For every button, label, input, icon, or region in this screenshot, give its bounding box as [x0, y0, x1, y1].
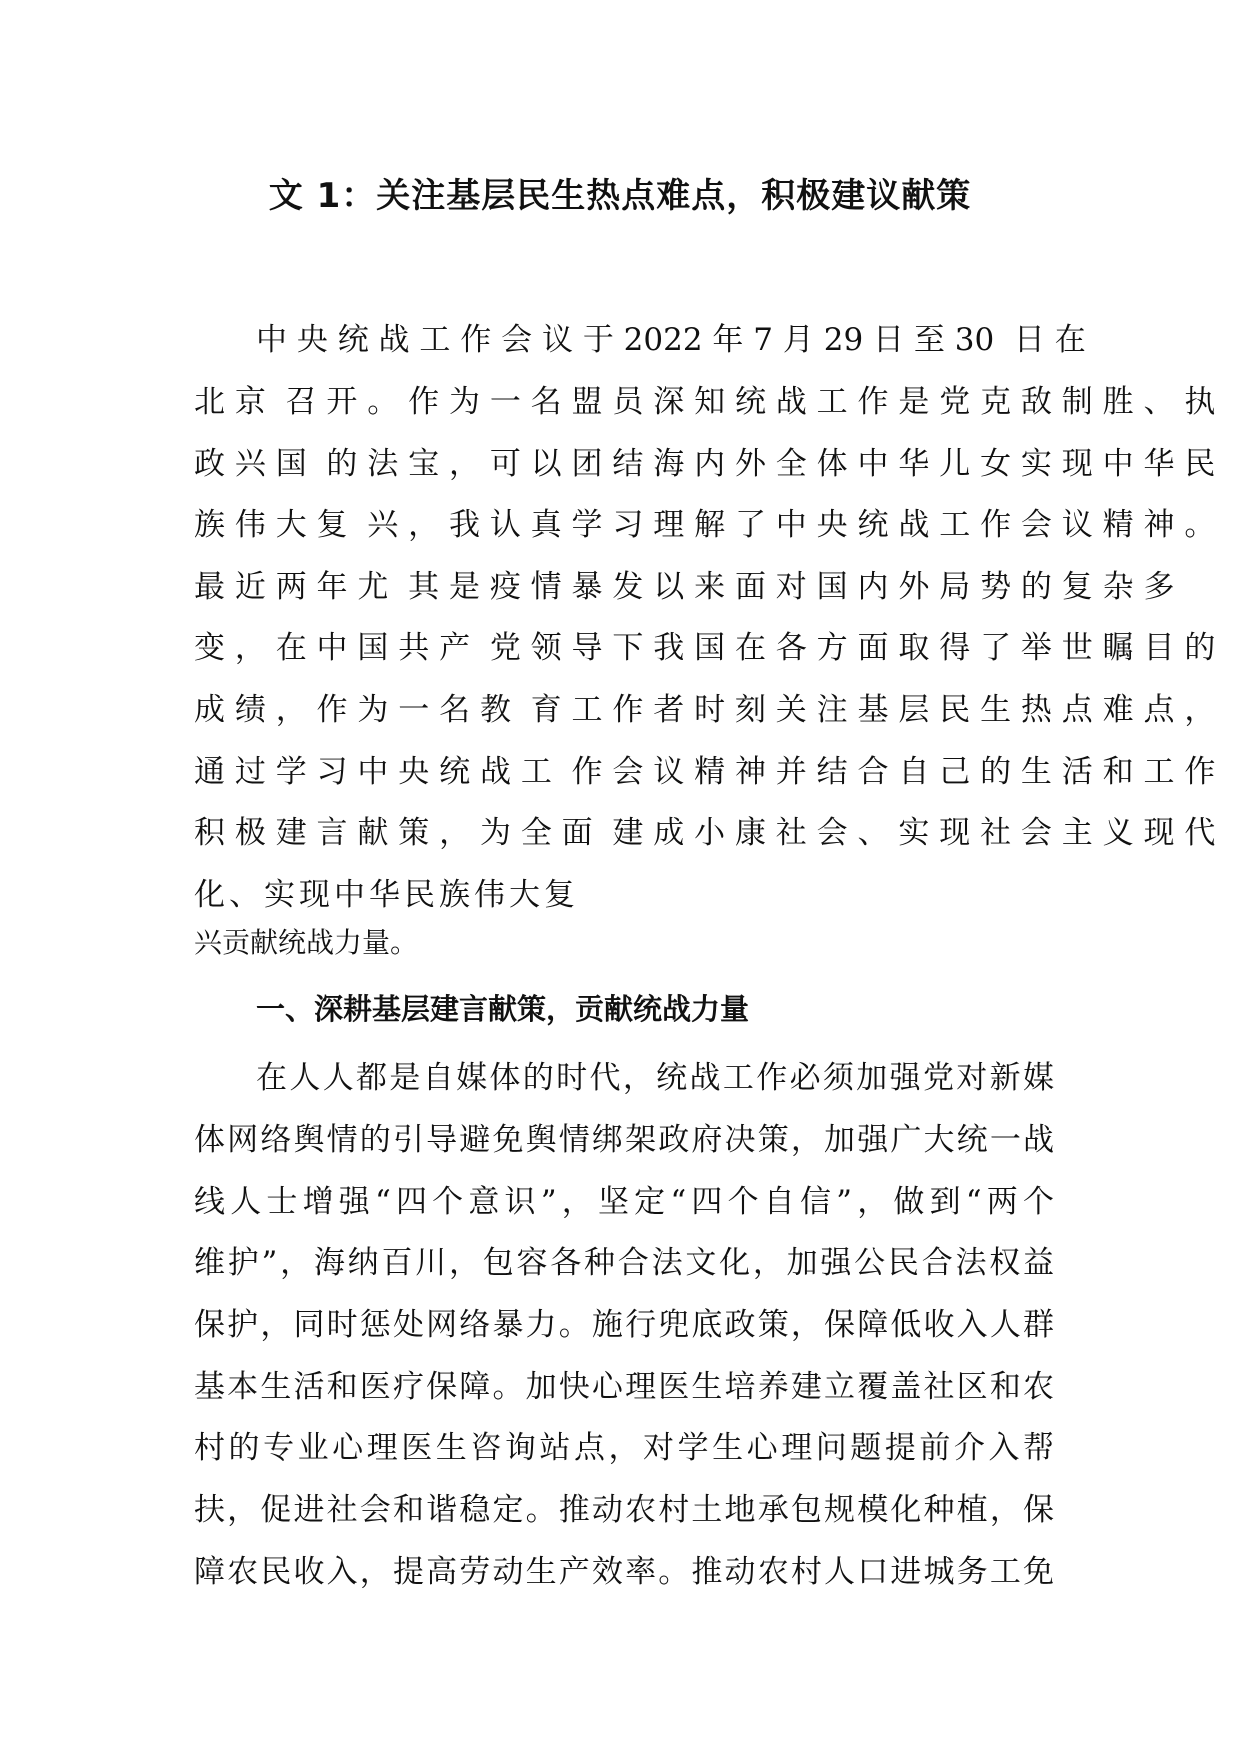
paragraph-line: 维护”，海纳百川，包容各种合法文化，加强公民合法权益	[194, 1245, 1054, 1281]
paragraph-line: 扶，促进社会和谐稳定。推动农村土地承包规模化种植，保	[194, 1492, 1054, 1528]
paragraph-line: 村的专业心理医生咨询站点，对学生心理问题提前介入帮	[194, 1430, 1054, 1466]
paragraph-line: 障农民收入，提高劳动生产效率。推动农村人口进城务工免	[194, 1554, 1054, 1590]
paragraph-line: 通 过 学 习 中 央 统 战 工 作 会 议 精 神 并 结 合 自 己 的 生 活 和 工 作	[194, 754, 1216, 790]
paragraph-line: 线人士增强“四个意识”，坚定“四个自信”，做到“两个	[194, 1184, 1054, 1220]
paragraph-line: 兴贡献统战力量。	[194, 926, 419, 959]
paragraph-line: 化、实现中华民族伟大复	[194, 877, 579, 913]
paragraph-line: 政 兴 国 的 法 宝 ， 可 以 团 结 海 内 外 全 体 中 华 儿 女 实 现 中 华 民	[194, 446, 1216, 482]
paragraph-line: 基本生活和医疗保障。加快心理医生培养建立覆盖社区和农	[194, 1369, 1054, 1405]
paragraph-line: 体网络舆情的引导避免舆情绑架政府决策，加强广大统一战	[194, 1122, 1054, 1158]
paragraph-line: 族 伟 大 复 兴 ， 我 认 真 学 习 理 解 了 中 央 统 战 工 作 会 议 精 神 。	[194, 507, 1216, 543]
paragraph-line: 北 京 召 开 。 作 为 一 名 盟 员 深 知 统 战 工 作 是 党 克 敌 制 胜 、 执	[194, 384, 1216, 420]
paragraph-line: 在人人都是自媒体的时代，统战工作必须加强党对新媒	[256, 1060, 1054, 1096]
paragraph-line: 变 ， 在 中 国 共 产 党 领 导 下 我 国 在 各 方 面 取 得 了 举 世 瞩 目 的	[194, 630, 1216, 666]
section-heading: 一、深耕基层建言献策，贡献统战力量	[256, 992, 750, 1026]
paragraph-line: 保护，同时惩处网络暴力。施行兜底政策，保障低收入人群	[194, 1307, 1054, 1343]
paragraph-line: 中 央 统 战 工 作 会 议 于 2022 年 7 月 29 日 至 30 日 在	[256, 322, 1086, 358]
paragraph-line: 最 近 两 年 尤 其 是 疫 情 暴 发 以 来 面 对 国 内 外 局 势 的 复 杂 多	[194, 569, 1175, 605]
paragraph-line: 成 绩 ， 作 为 一 名 教 育 工 作 者 时 刻 关 注 基 层 民 生 热 点 难 点 ，	[194, 692, 1216, 728]
paragraph-line: 积 极 建 言 献 策 ， 为 全 面 建 成 小 康 社 会 、 实 现 社 会 主 义 现 代	[194, 815, 1216, 851]
document-title: 文 1：关注基层民生热点难点，积极建议献策	[268, 176, 972, 216]
